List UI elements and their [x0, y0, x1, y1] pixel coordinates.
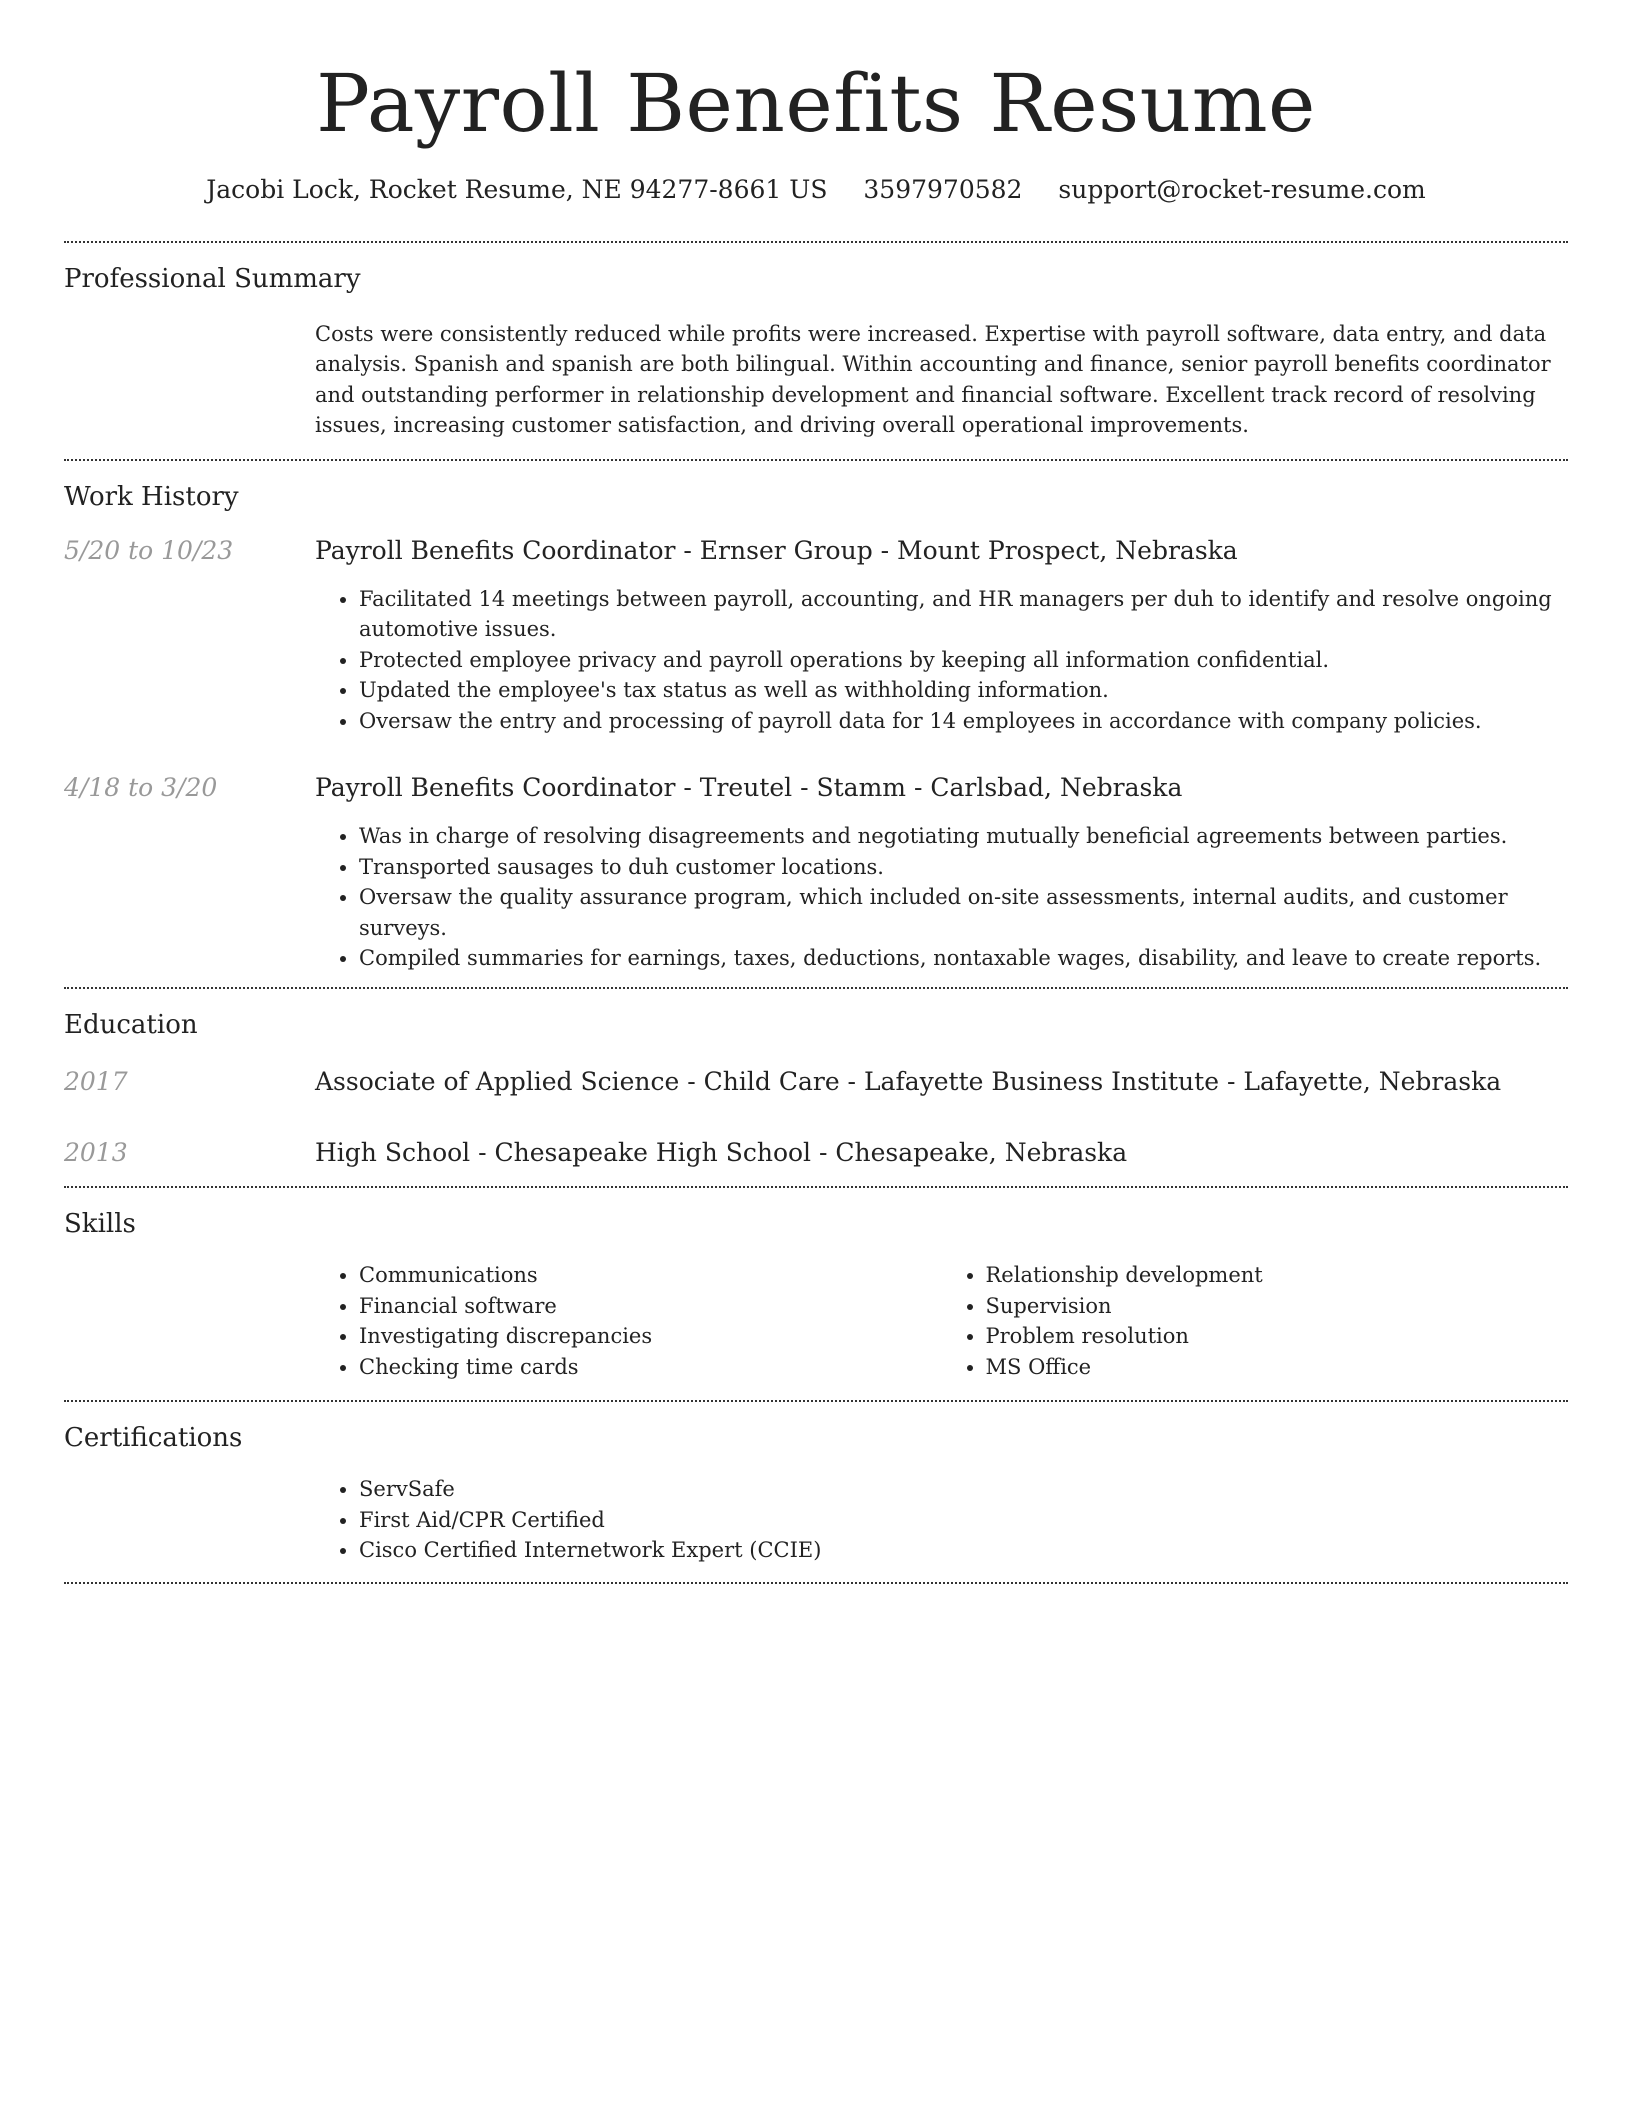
education-details: - Lafayette Business Institute - Lafayette, Nebraska	[839, 1066, 1502, 1096]
education-section	[64, 989, 1568, 1185]
job-title: Payroll Benefits Coordinator	[315, 536, 676, 566]
skills-column-right	[942, 1260, 1569, 1382]
summary-heading: Professional Summary	[64, 263, 361, 294]
certifications-list	[315, 1474, 1568, 1565]
education-degree: High School	[315, 1137, 471, 1167]
education-body	[315, 1064, 1568, 1099]
list-item: • Protected employee privacy and payroll operations by keeping all information confidential.	[359, 645, 1568, 675]
work-history-heading: Work History	[64, 481, 239, 512]
skills-list	[942, 1260, 1569, 1382]
list-item: • ServSafe	[359, 1474, 1568, 1504]
education-heading: Education	[64, 1010, 198, 1041]
list-item: • Updated the employee's tax status as well as withholding information.	[359, 675, 1568, 705]
list-item: • Oversaw the quality assurance program, which included on-site assessments, internal audits, and customer surveys.	[359, 882, 1568, 943]
certifications-heading: Certifications	[64, 1422, 243, 1453]
job-body	[315, 533, 1568, 736]
list-item: • MS Office	[986, 1352, 1569, 1382]
job-entry	[64, 770, 1568, 973]
list-item: • First Aid/CPR Certified	[359, 1505, 1568, 1535]
education-body	[315, 1135, 1568, 1170]
list-item: • Investigating discrepancies	[359, 1321, 942, 1351]
list-item: • Oversaw the entry and processing of payroll data for 14 employees in accordance with company policies.	[359, 706, 1568, 736]
summary-section	[64, 243, 1568, 459]
contact-line	[64, 174, 1568, 207]
work-history-section	[64, 461, 1568, 988]
list-item: • Financial software	[359, 1291, 942, 1321]
education-heading-line	[315, 1064, 1568, 1099]
resume-header	[64, 56, 1568, 207]
list-item: • Compiled summaries for earnings, taxes, deductions, nontaxable wages, disability, and leave to create reports.	[359, 943, 1568, 973]
list-item: • Was in charge of resolving disagreements and negotiating mutually beneficial agreements between parties.	[359, 821, 1568, 851]
contact-email: support@rocket-resume.com	[1058, 175, 1426, 204]
education-entry	[64, 1064, 1568, 1099]
list-item: • Problem resolution	[986, 1321, 1569, 1351]
certifications-section	[64, 1402, 1568, 1582]
job-heading	[315, 533, 1568, 568]
summary-text: Costs were consistently reduced while profits were increased. Expertise with payroll software, data entry, and data analysis. Spanish and spanish are both bilingual. Within accounting and finance, senior payroll benefits coordinator and outstanding performer in relationship development and financial software. Excellent track record of resolving issues, increasing customer satisfaction, and driving overall operational improvements.	[315, 321, 1551, 438]
list-item: • Facilitated 14 meetings between payroll, accounting, and HR managers per duh to identify and resolve ongoing automotive issues.	[359, 584, 1568, 645]
education-year: 2013	[64, 1137, 128, 1167]
skills-section	[64, 1188, 1568, 1400]
page-title: Payroll Benefits Resume	[316, 57, 1316, 150]
divider	[64, 1582, 1568, 1584]
education-details: - Chesapeake High School - Chesapeake, Nebraska	[470, 1137, 1128, 1167]
job-details: - Ernser Group - Mount Prospect, Nebraska	[675, 536, 1238, 566]
list-item: • Communications	[359, 1260, 942, 1290]
skills-column-left	[315, 1260, 942, 1382]
contact-phone: 3597970582	[863, 175, 1023, 204]
list-item: • Transported sausages to duh customer locations.	[359, 852, 1568, 882]
job-dates: 4/18 to 3/20	[64, 773, 218, 803]
job-bullets	[315, 584, 1568, 736]
education-degree: Associate of Applied Science - Child Care	[315, 1066, 840, 1096]
list-item: • Cisco Certified Internetwork Expert (CCIE)	[359, 1535, 1568, 1565]
job-dates: 5/20 to 10/23	[64, 536, 234, 566]
job-title: Payroll Benefits Coordinator	[315, 773, 676, 803]
job-heading	[315, 770, 1568, 805]
list-item: • Supervision	[986, 1291, 1569, 1321]
contact-address: Jacobi Lock, Rocket Resume, NE 94277-8661 US	[206, 175, 828, 204]
list-item: • Relationship development	[986, 1260, 1569, 1290]
skills-grid	[315, 1260, 1568, 1382]
job-details: - Treutel - Stamm - Carlsbad, Nebraska	[675, 773, 1183, 803]
job-entry	[64, 533, 1568, 736]
job-body	[315, 770, 1568, 973]
job-bullets	[315, 821, 1568, 973]
list-item: • Checking time cards	[359, 1352, 942, 1382]
skills-heading: Skills	[64, 1208, 136, 1239]
education-year: 2017	[64, 1066, 128, 1096]
skills-list	[315, 1260, 942, 1382]
education-entry	[64, 1135, 1568, 1170]
education-heading-line	[315, 1135, 1568, 1170]
